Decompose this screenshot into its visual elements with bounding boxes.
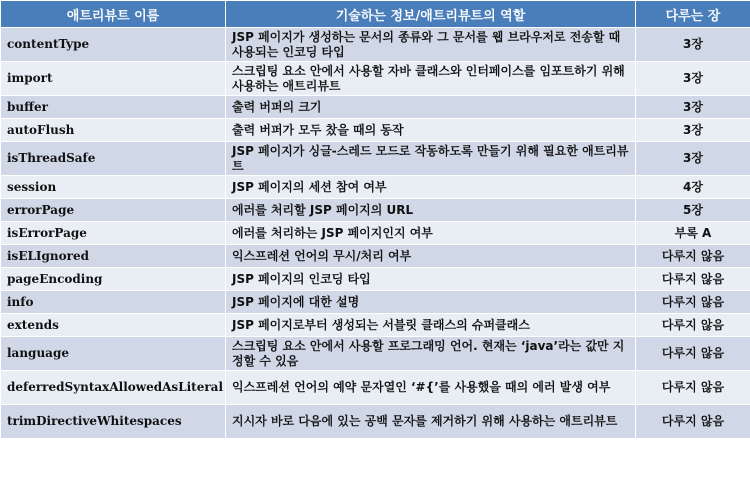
- chapter-cell: 다루지 않음: [636, 405, 750, 439]
- chapter-cell: 3장: [636, 62, 750, 96]
- attribute-description: 출력 버퍼가 모두 찼을 때의 동작: [226, 119, 636, 142]
- attribute-description: JSP 페이지가 싱글-스레드 모드로 작동하도록 만들기 위해 필요한 애트리뷰트: [226, 142, 636, 176]
- table-row: [1, 199, 750, 222]
- table-row: [1, 371, 750, 405]
- table-row: [1, 291, 750, 314]
- attribute-name: isErrorPage: [1, 222, 226, 245]
- attribute-name: errorPage: [1, 199, 226, 222]
- table-row: [1, 96, 750, 119]
- header-description: 기술하는 정보/애트리뷰트의 역할: [226, 1, 636, 28]
- attribute-description: 익스프레션 언어의 예약 문자열인 ‘#{’를 사용했을 때의 에러 발생 여부: [226, 371, 636, 405]
- attribute-description: JSP 페이지의 인코딩 타입: [226, 268, 636, 291]
- attribute-name: pageEncoding: [1, 268, 226, 291]
- chapter-cell: 부록 A: [636, 222, 750, 245]
- chapter-cell: 5장: [636, 199, 750, 222]
- chapter-cell: 3장: [636, 28, 750, 62]
- attribute-name: autoFlush: [1, 119, 226, 142]
- table-row: [1, 337, 750, 371]
- attribute-description: JSP 페이지로부터 생성되는 서블릿 클래스의 슈퍼클래스: [226, 314, 636, 337]
- attribute-name: info: [1, 291, 226, 314]
- table-row: [1, 268, 750, 291]
- attribute-name: contentType: [1, 28, 226, 62]
- chapter-cell: 다루지 않음: [636, 337, 750, 371]
- table-row: [1, 222, 750, 245]
- attribute-name: deferredSyntaxAllowedAsLiteral: [1, 371, 226, 405]
- table-row: [1, 314, 750, 337]
- attribute-name: extends: [1, 314, 226, 337]
- attribute-description: 출력 버퍼의 크기: [226, 96, 636, 119]
- attribute-name: language: [1, 337, 226, 371]
- chapter-cell: 다루지 않음: [636, 245, 750, 268]
- attribute-name: trimDirectiveWhitespaces: [1, 405, 226, 439]
- attribute-description: JSP 페이지의 세션 참여 여부: [226, 176, 636, 199]
- table-row: [1, 245, 750, 268]
- header-chapter: 다루는 장: [636, 1, 750, 28]
- attribute-description: 지시자 바로 다음에 있는 공백 문자를 제거하기 위해 사용하는 애트리뷰트: [226, 405, 636, 439]
- chapter-cell: 3장: [636, 142, 750, 176]
- attribute-description: JSP 페이지에 대한 설명: [226, 291, 636, 314]
- table-row: [1, 28, 750, 62]
- attribute-name: buffer: [1, 96, 226, 119]
- table-row: [1, 119, 750, 142]
- attribute-name: isELIgnored: [1, 245, 226, 268]
- attribute-name: import: [1, 62, 226, 96]
- table-row: [1, 62, 750, 96]
- attribute-description: 익스프레션 언어의 무시/처리 여부: [226, 245, 636, 268]
- attribute-description: JSP 페이지가 생성하는 문서의 종류와 그 문서를 웹 브라우저로 전송할 때 사용되는 인코딩 타입: [226, 28, 636, 62]
- chapter-cell: 4장: [636, 176, 750, 199]
- attribute-name: isThreadSafe: [1, 142, 226, 176]
- chapter-cell: 다루지 않음: [636, 291, 750, 314]
- attribute-description: 스크립팅 요소 안에서 사용할 프로그래밍 언어. 현재는 ‘java’라는 값만 지정할 수 있음: [226, 337, 636, 371]
- table-row: [1, 176, 750, 199]
- attribute-name: session: [1, 176, 226, 199]
- chapter-cell: 3장: [636, 119, 750, 142]
- attribute-description: 스크립팅 요소 안에서 사용할 자바 클래스와 인터페이스를 임포트하기 위해 사용하는 애트리뷰트: [226, 62, 636, 96]
- chapter-cell: 다루지 않음: [636, 371, 750, 405]
- table-header-row: [1, 1, 750, 28]
- header-attribute-name: 애트리뷰트 이름: [1, 1, 226, 28]
- chapter-cell: 다루지 않음: [636, 268, 750, 291]
- chapter-cell: 3장: [636, 96, 750, 119]
- chapter-cell: 다루지 않음: [636, 314, 750, 337]
- attribute-description: 에러를 처리할 JSP 페이지의 URL: [226, 199, 636, 222]
- attribute-description: 에러를 처리하는 JSP 페이지인지 여부: [226, 222, 636, 245]
- table-row: [1, 405, 750, 439]
- table-row: [1, 142, 750, 176]
